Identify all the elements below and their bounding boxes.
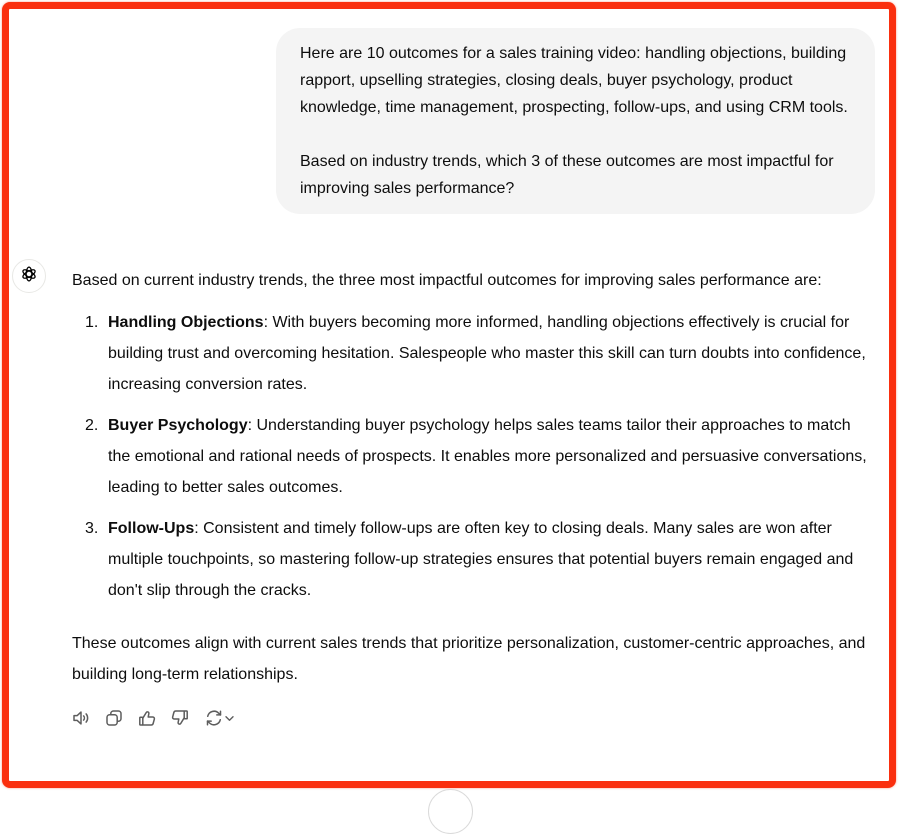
user-message-row <box>9 28 875 214</box>
user-message-bubble <box>276 28 875 214</box>
assistant-intro: Based on current industry trends, the three most impactful outcomes for improving sales performance are: <box>72 265 871 296</box>
speaker-icon <box>71 708 91 728</box>
list-number: 1. <box>85 307 108 400</box>
message-action-bar <box>67 704 871 732</box>
list-term: Buyer Psychology <box>108 417 248 434</box>
copy-icon <box>104 708 124 728</box>
read-aloud-button[interactable] <box>67 704 95 732</box>
regenerate-button[interactable] <box>199 704 239 732</box>
thumbs-up-button[interactable] <box>133 704 161 732</box>
assistant-avatar <box>12 259 46 293</box>
assistant-numbered-list <box>72 307 871 606</box>
assistant-message-body <box>72 265 871 732</box>
list-text: : Understanding buyer psychology helps sales teams tailor their approaches to match the emotional and rational needs of prospects. It enables more personalized and persuasive conversations, leading to better sales outcomes. <box>108 417 867 496</box>
assistant-outro: These outcomes align with current sales trends that prioritize personalization, customer-centric approaches, and building long-term relationships. <box>72 628 871 690</box>
assistant-message-row <box>72 265 871 732</box>
list-item <box>72 410 871 503</box>
thumbs-down-icon <box>170 708 190 728</box>
list-term: Follow-Ups <box>108 520 194 537</box>
regenerate-icon <box>204 708 224 728</box>
thumbs-down-button[interactable] <box>166 704 194 732</box>
chat-area <box>9 9 891 788</box>
list-text: : With buyers becoming more informed, handling objections effectively is crucial for building trust and overcoming hesitation. Salespeople who master this skill can turn doubts into confidence, increasing conversion rates. <box>108 314 866 393</box>
copy-button[interactable] <box>100 704 128 732</box>
list-item <box>72 513 871 606</box>
list-item <box>72 307 871 400</box>
user-paragraph-1: Here are 10 outcomes for a sales training video: handling objections, building rapport, upselling strategies, closing deals, buyer psychology, product knowledge, time management, prospecting, follow-ups, and using CRM tools. <box>300 40 851 121</box>
thumbs-up-icon <box>137 708 157 728</box>
openai-logo-icon <box>19 264 39 289</box>
list-text: : Consistent and timely follow-ups are often key to closing deals. Many sales are won after multiple touchpoints, so mastering follow-up strategies ensures that potential buyers remain engaged and don't slip through the cracks. <box>108 520 853 599</box>
list-term: Handling Objections <box>108 314 264 331</box>
list-number: 2. <box>85 410 108 503</box>
bottom-edge-circle <box>428 789 473 834</box>
user-paragraph-2: Based on industry trends, which 3 of these outcomes are most impactful for improving sales performance? <box>300 148 851 202</box>
chevron-down-icon <box>224 713 235 724</box>
list-number: 3. <box>85 513 108 606</box>
